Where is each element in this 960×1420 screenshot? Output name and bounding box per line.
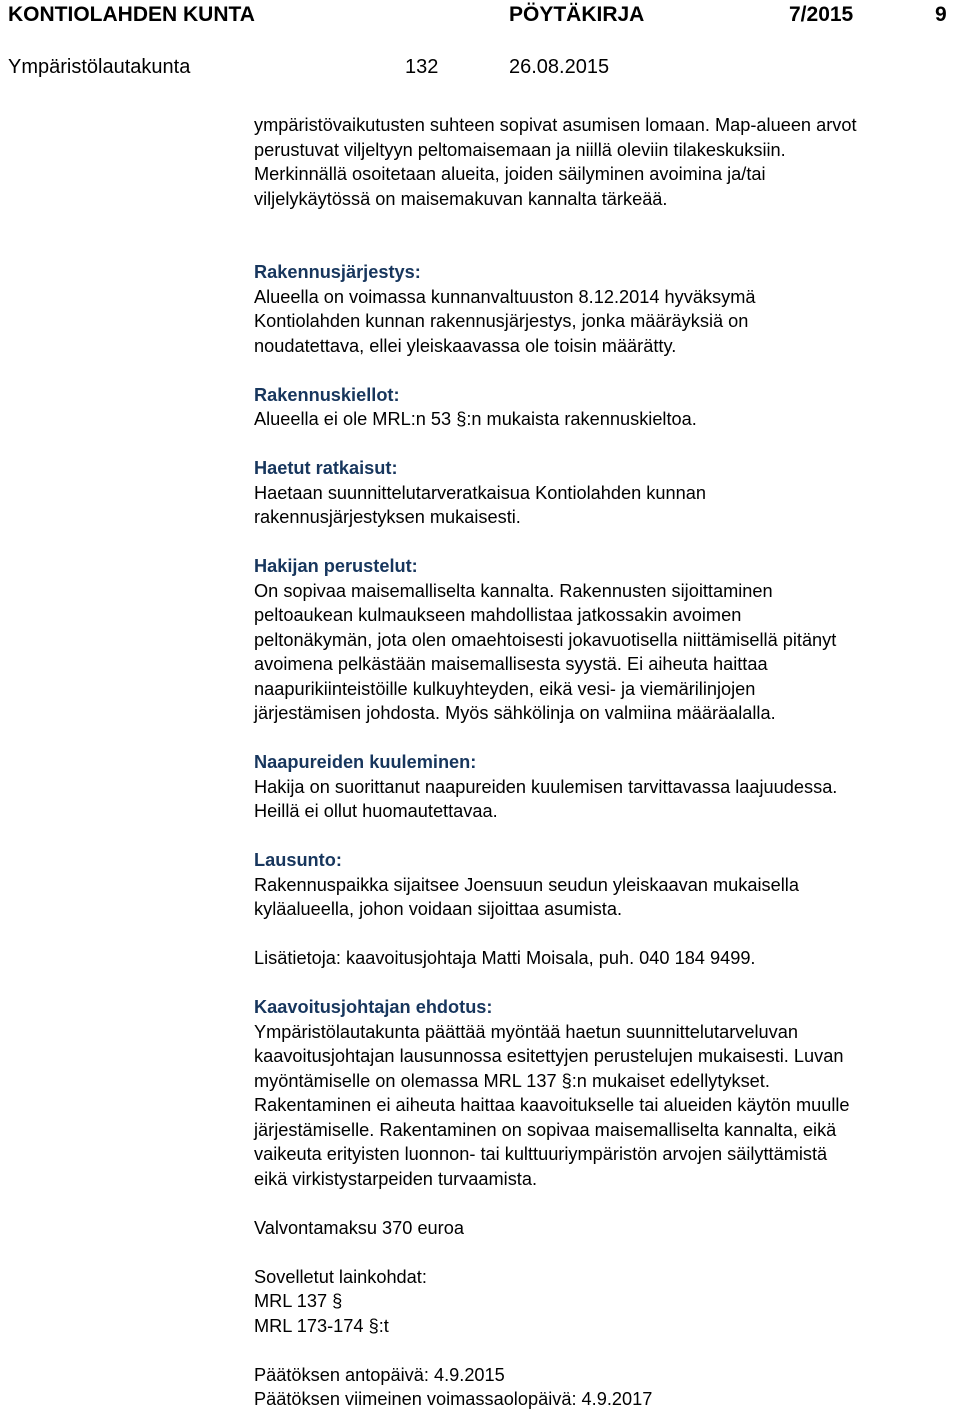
text-line: Alueella on voimassa kunnanvaltuuston 8.12.2014 hyväksymä [254, 286, 756, 307]
document-type: PÖYTÄKIRJA [509, 3, 645, 26]
section-heading: Naapureiden kuuleminen: [254, 752, 477, 772]
section-lausunto [254, 848, 954, 922]
municipality-name: KONTIOLAHDEN KUNTA [8, 3, 255, 26]
applied-provisions [254, 1265, 954, 1339]
text-line: kaavoitusjohtajan lausunnossa esitettyjen perustelujen mukaisesti. Luvan [254, 1046, 844, 1066]
section-heading: Lausunto: [254, 850, 342, 870]
section-kaavoitusjohtajan-ehdotus [254, 995, 954, 1191]
fee-line: Valvontamaksu 370 euroa [254, 1217, 464, 1238]
text-line: eikä virkistystarpeiden turvaamista. [254, 1168, 538, 1189]
text-line: järjestämiselle. Rakentaminen on sopivaa maisemalliselta kannalta, eikä [254, 1119, 837, 1140]
section-heading: Haetut ratkaisut: [254, 458, 398, 478]
provisions-title: Sovelletut lainkohdat: [254, 1266, 427, 1287]
text-line: viljelykäytössä on maisemakuvan kannalta tärkeää. [254, 188, 668, 209]
section-haetut-ratkaisut [254, 456, 954, 530]
text-line: Haetaan suunnittelutarveratkaisua Kontiolahden kunnan [254, 482, 706, 503]
provision-item: MRL 173-174 §:t [254, 1315, 389, 1336]
page-number: 9 [935, 3, 947, 26]
text-line: Rakentaminen ei aiheuta haittaa kaavoitukselle tai alueiden käytön muulle [254, 1095, 850, 1115]
decision-date: Päätöksen antopäivä: 4.9.2015 [254, 1364, 505, 1385]
section-naapureiden-kuuleminen [254, 750, 954, 824]
contact-info [254, 946, 954, 971]
text-line: ympäristövaikutusten suhteen sopivat asumisen lomaan. Map-alueen arvot [254, 115, 857, 135]
section-rakennusjarjestys [254, 260, 954, 358]
text-line: naapurikiinteistöille kulkuyhteyden, eikä vesi- ja viemärilinjojen [254, 678, 756, 699]
section-rakennuskiellot [254, 383, 954, 432]
decision-dates [254, 1363, 954, 1412]
text-line: Alueella ei ole MRL:n 53 §:n mukaista rakennuskieltoa. [254, 409, 697, 429]
section-heading: Rakennuskiellot: [254, 384, 400, 405]
section-number: 132 [405, 56, 439, 78]
text-line: avoimena pelkästään maisemallisesta syystä. Ei aiheuta haittaa [254, 654, 768, 674]
text-line: noudatettava, ellei yleiskaavassa ole toisin määrätty. [254, 335, 677, 356]
validity-date: Päätöksen viimeinen voimassaolopäivä: 4.9.2017 [254, 1389, 653, 1409]
meeting-date: 26.08.2015 [509, 56, 610, 78]
section-hakijan-perustelut [254, 554, 954, 726]
text-line: rakennusjärjestyksen mukaisesti. [254, 507, 521, 527]
text-line: On sopivaa maisemalliselta kannalta. Rakennusten sijoittaminen [254, 580, 773, 601]
text-line: Kontiolahden kunnan rakennusjärjestys, jonka määräyksiä on [254, 311, 749, 331]
provision-item: MRL 137 § [254, 1291, 343, 1311]
committee-name: Ympäristölautakunta [8, 56, 191, 78]
fee-info [254, 1216, 954, 1241]
text-line: Rakennuspaikka sijaitsee Joensuun seudun yleiskaavan mukaisella [254, 874, 799, 895]
text-line: perustuvat viljeltyyn peltomaisemaan ja niillä oleviin tilakeskuksiin. [254, 139, 786, 160]
issue-number: 7/2015 [789, 3, 854, 26]
text-line: myöntämiselle on olemassa MRL 137 §:n mukaiset edellytykset. [254, 1070, 770, 1091]
contact-line: Lisätietoja: kaavoitusjohtaja Matti Moisala, puh. 040 184 9499. [254, 948, 756, 968]
section-heading: Kaavoitusjohtajan ehdotus: [254, 997, 493, 1017]
document-body [254, 113, 954, 1412]
text-line: kyläalueella, johon voidaan sijoittaa asumista. [254, 899, 623, 919]
document-header [0, 0, 960, 88]
text-line: Heillä ei ollut huomautettavaa. [254, 801, 498, 821]
text-line: Merkinnällä osoitetaan alueita, joiden säilyminen avoimina ja/tai [254, 164, 766, 184]
section-heading: Rakennusjärjestys: [254, 262, 421, 282]
text-line: peltoaukean kulmaukseen mahdollistaa jatkossakin avoimen [254, 605, 742, 625]
text-line: järjestämisen johdosta. Myös sähkölinja on valmiina määräalalla. [254, 703, 776, 723]
text-line: Hakija on suorittanut naapureiden kuulemisen tarvittavassa laajuudessa. [254, 776, 838, 797]
section-heading: Hakijan perustelut: [254, 556, 418, 576]
text-line: peltonäkymän, jota olen omaehtoisesti jokavuotisella niittämisellä pitänyt [254, 629, 837, 650]
text-line: vaikeuta erityisten luonnon- tai kulttuuriympäristön arvojen säilyttämistä [254, 1144, 828, 1164]
text-line: Ympäristölautakunta päättää myöntää haetun suunnittelutarveluvan [254, 1021, 798, 1042]
intro-paragraph [254, 113, 954, 211]
